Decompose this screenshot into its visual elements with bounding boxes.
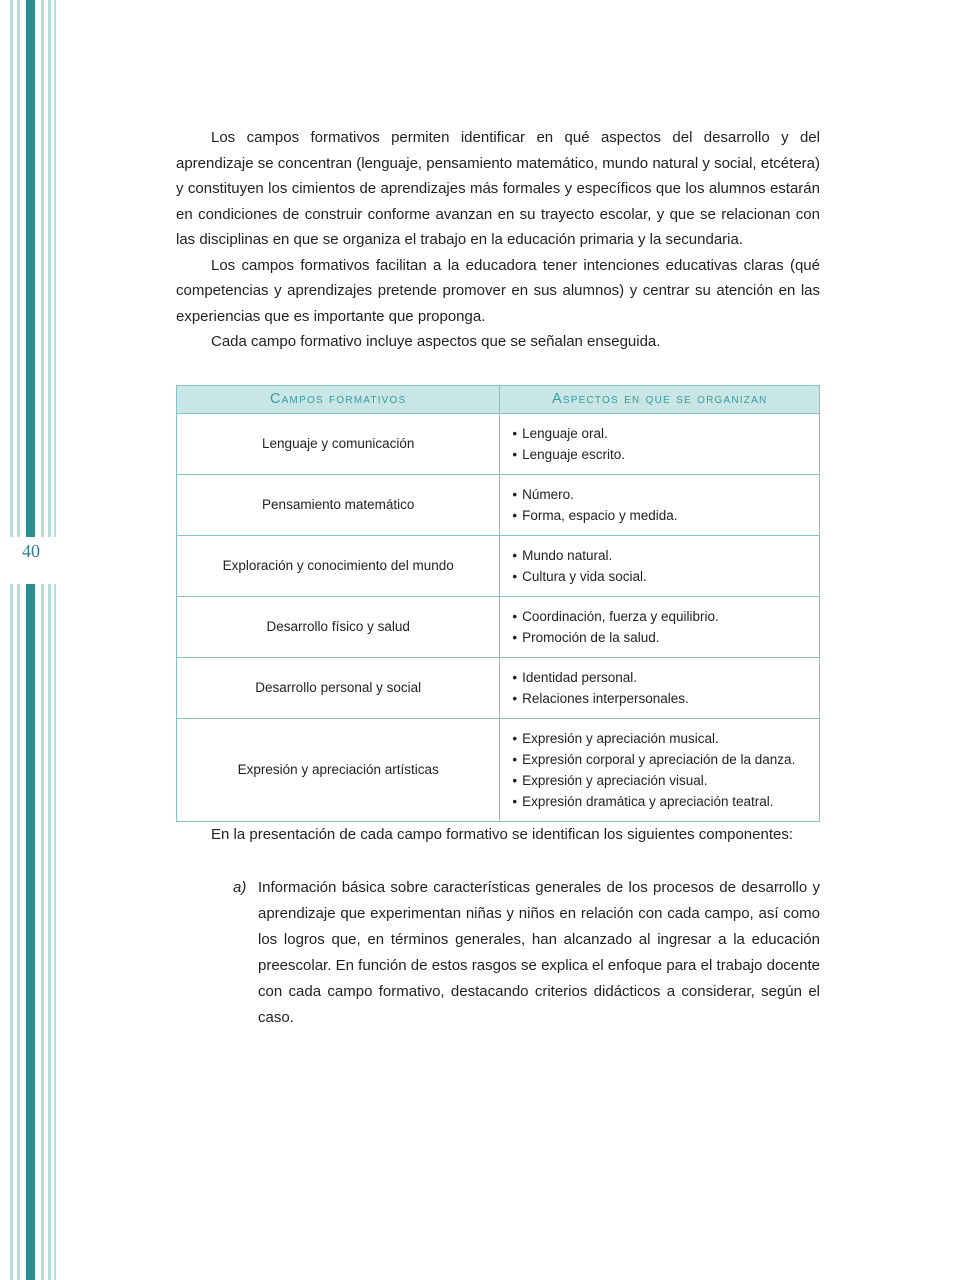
edge-stripe [48, 584, 51, 1280]
aspect-item: • Forma, espacio y medida. [512, 505, 813, 526]
column-header-aspectos: Aspectos en que se organizan [500, 385, 820, 413]
aspect-list [512, 728, 813, 812]
edge-stripe [41, 0, 44, 537]
left-edge-decoration-bottom [0, 584, 60, 1280]
left-edge-decoration-top [0, 0, 60, 537]
body-paragraph: Los campos formativos permiten identificar en qué aspectos del desarrollo y del aprendizaje se concentran (lenguaje, pensamiento matemático, mundo natural y social, etcétera) y constituyen los cimientos de aprendizajes más formales y específicos que los alumnos estarán en condiciones de construir conforme avanzan en su trayecto escolar, y que se relacionan con las disciplinas en que se organiza el trabajo en la educación primaria y la secundaria. [176, 129, 820, 248]
aspect-item: • Relaciones interpersonales. [512, 688, 813, 709]
page-number: 40 [22, 541, 40, 561]
page-content [176, 125, 820, 1031]
table-row [177, 535, 820, 596]
aspect-item: • Mundo natural. [512, 545, 813, 566]
campos-formativos-table [176, 385, 820, 822]
body-paragraph: Los campos formativos facilitan a la educadora tener intenciones educativas claras (qué competencias y aprendizajes pretende promover en sus alumnos) y centrar su atención en las experiencias que es importante que proponga. [176, 256, 820, 325]
table-row [177, 413, 820, 474]
aspect-item: • Expresión y apreciación musical. [512, 728, 813, 749]
aspectos-cell [500, 718, 820, 821]
edge-stripe [26, 584, 35, 1280]
table-row [177, 596, 820, 657]
aspect-item: • Identidad personal. [512, 667, 813, 688]
aspect-item: • Coordinación, fuerza y equilibrio. [512, 606, 813, 627]
aspect-item: • Expresión dramática y apreciación teatral. [512, 791, 813, 812]
table-row [177, 657, 820, 718]
aspectos-cell [500, 413, 820, 474]
aspectos-cell [500, 535, 820, 596]
campo-cell: Exploración y conocimiento del mundo [177, 535, 500, 596]
aspectos-cell [500, 596, 820, 657]
edge-stripe [17, 584, 20, 1280]
edge-stripe [54, 0, 56, 537]
aspect-item: • Expresión corporal y apreciación de la danza. [512, 749, 813, 770]
list-item-text: Información básica sobre características generales de los procesos de desarrollo y aprendizaje que experimentan niñas y niños en relación con cada campo, así como los logros que, en términos generales, han alcanzado al ingresar a la educación preescolar. En función de estos rasgos se explica el enfoque para el trabajo docente con cada campo formativo, destacando criterios didácticos a considerar, según el caso. [258, 879, 820, 1026]
edge-stripe [41, 584, 44, 1280]
body-paragraph: Cada campo formativo incluye aspectos que se señalan enseguida. [211, 333, 661, 350]
aspect-item: • Expresión y apreciación visual. [512, 770, 813, 791]
edge-stripe [10, 0, 13, 537]
aspect-item: • Promoción de la salud. [512, 627, 813, 648]
body-paragraph: En la presentación de cada campo formativo se identifican los siguientes componentes: [211, 825, 794, 843]
aspect-item: • Lenguaje oral. [512, 423, 813, 444]
campo-cell: Lenguaje y comunicación [177, 413, 500, 474]
aspect-list [512, 606, 813, 648]
table-row [177, 718, 820, 821]
aspect-item: • Lenguaje escrito. [512, 444, 813, 465]
aspect-item: • Cultura y vida social. [512, 566, 813, 587]
edge-stripe [54, 584, 56, 1280]
edge-stripe [10, 584, 13, 1280]
column-header-campos: Campos formativos [177, 385, 500, 413]
edge-stripe [26, 0, 35, 537]
aspect-item: • Número. [512, 484, 813, 505]
lettered-list-item [233, 875, 820, 1031]
aspectos-cell [500, 657, 820, 718]
table-row [177, 474, 820, 535]
campo-cell: Desarrollo personal y social [177, 657, 500, 718]
aspect-list [512, 484, 813, 526]
table-header [177, 385, 820, 413]
campo-cell: Desarrollo físico y salud [177, 596, 500, 657]
aspect-list [512, 545, 813, 587]
edge-stripe [17, 0, 20, 537]
campo-cell: Expresión y apreciación artísticas [177, 718, 500, 821]
campo-cell: Pensamiento matemático [177, 474, 500, 535]
edge-stripe [48, 0, 51, 537]
aspect-list [512, 423, 813, 465]
aspect-list [512, 667, 813, 709]
aspectos-cell [500, 474, 820, 535]
list-item-marker: a) [233, 879, 247, 896]
